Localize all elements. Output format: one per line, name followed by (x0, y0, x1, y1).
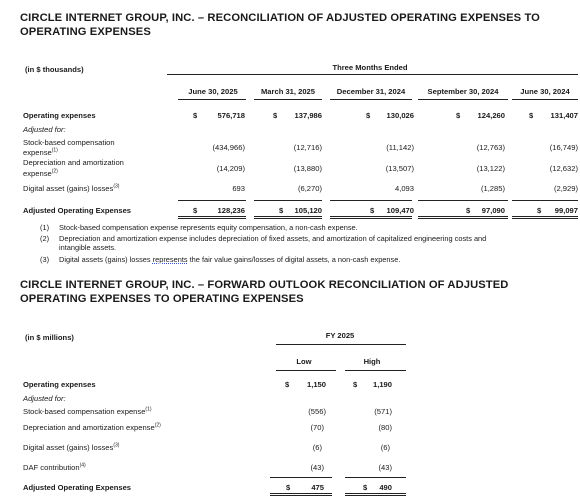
period-header-2: FY 2025 (325, 331, 355, 340)
adjusted-value-5: 99,097 (554, 206, 578, 215)
section1-title: CIRCLE INTERNET GROUP, INC. – RECONCILIATION OF ADJUSTED OPERATING EXPENSES TO OPERATING EXPENSES (20, 12, 540, 38)
col-header-4: September 30, 2024 (427, 87, 499, 96)
row-sbc-label-line2: expense$^{(1)}$ (23, 147, 58, 157)
col-header-high: High (363, 357, 381, 366)
footnote-3-underlined-word: represents (152, 255, 188, 264)
s2-daf-high: (43) (378, 463, 392, 472)
opex-value-2: 137,986 (294, 111, 322, 120)
col-rule-2 (254, 99, 322, 100)
adjusted-for-label: Adjusted for: (23, 125, 66, 134)
double-rule-2 (254, 216, 322, 219)
opex-value-3: 130,026 (386, 111, 414, 120)
col-rule-1 (178, 99, 246, 100)
col-header-low: Low (296, 357, 312, 366)
total-rule-1 (178, 200, 246, 201)
row-operating-expenses-label: Operating expenses (23, 111, 96, 120)
s2-sbc-low: (556) (308, 407, 326, 416)
footnote-3-text: Digital assets (gains) losses represents the fair value gains/losses of digital assets, a non-cash expense. (59, 255, 401, 264)
row-adjusted-label: Adjusted Operating Expenses (23, 206, 132, 215)
adjusted-value-1: 128,236 (217, 206, 245, 215)
currency-symbol: $ (285, 380, 290, 389)
col-header-1: June 30, 2025 (188, 87, 238, 96)
footnote-2-num: (2) (40, 234, 50, 243)
col-header-5: June 30, 2024 (520, 87, 570, 96)
s2-sbc-high: (571) (374, 407, 392, 416)
digital-value-3: 4,093 (394, 184, 414, 193)
units-label: (in $ thousands) (25, 65, 84, 74)
footnote-3-num: (3) (40, 255, 50, 264)
footnote-1-text: Stock-based compensation expense represents equity compensation, a non-cash expense. (59, 223, 358, 232)
sbc-value-5: (16,749) (549, 143, 578, 152)
currency-symbol: $ (193, 111, 198, 120)
total-rule-3 (330, 200, 412, 201)
total-rule-4 (418, 200, 508, 201)
s2-da-high: (80) (378, 423, 392, 432)
digital-value-2: (6,270) (297, 184, 322, 193)
col-header-2: March 31, 2025 (260, 87, 316, 96)
s2-row-adjusted-label: Adjusted Operating Expenses (23, 483, 132, 492)
da-value-5: (12,632) (549, 164, 578, 173)
digital-value-5: (2,929) (553, 184, 578, 193)
units-label-2: (in $ millions) (25, 333, 74, 342)
s2-double-rule-high (345, 493, 406, 496)
da-value-1: (14,209) (216, 164, 245, 173)
s2-adjusted-low: 475 (311, 483, 324, 492)
currency-symbol: $ (273, 111, 278, 120)
col-header-3: December 31, 2024 (336, 87, 406, 96)
col-rule-high (345, 370, 406, 371)
currency-symbol: $ (193, 206, 198, 215)
section2-title: CIRCLE INTERNET GROUP, INC. – FORWARD OUTLOOK RECONCILIATION OF ADJUSTED OPERATING EXPENSES TO OPERATING EXPENSES (20, 279, 509, 305)
opex-value-1: 576,718 (217, 111, 245, 120)
currency-symbol: $ (363, 483, 368, 492)
da-value-2: (13,880) (293, 164, 322, 173)
opex-value-4: 124,260 (477, 111, 505, 120)
adjusted-value-2: 105,120 (294, 206, 322, 215)
row-sbc-label-line1: Stock-based compensation (23, 138, 115, 147)
currency-symbol: $ (366, 111, 371, 120)
s2-opex-high: 1,190 (372, 380, 392, 389)
double-rule-5 (512, 216, 578, 219)
row-da-label-line2: expense$^{(2)}$ (23, 168, 58, 178)
s2-adjusted-high: 490 (379, 483, 392, 492)
col-rule-5 (512, 99, 578, 100)
s2-adjusted-for-label: Adjusted for: (23, 394, 66, 403)
s2-daf-low: (43) (310, 463, 324, 472)
footnote-2-text-line2: intangible assets. (59, 243, 117, 252)
currency-symbol: $ (353, 380, 358, 389)
col-rule-4 (418, 99, 508, 100)
row-digital-label: Digital asset (gains) losses$^{(3)}$ (23, 183, 120, 193)
s2-row-da-label: Depreciation and amortization expense$^{(2)}$ (23, 422, 161, 432)
currency-symbol: $ (279, 206, 284, 215)
s2-opex-low: 1,150 (306, 380, 326, 389)
da-value-4: (13,122) (476, 164, 505, 173)
row-da-label-line1: Depreciation and amortization (23, 158, 124, 167)
s2-da-low: (70) (310, 423, 324, 432)
digital-value-4: (1,285) (480, 184, 505, 193)
currency-symbol: $ (537, 206, 542, 215)
period-header: Three Months Ended (332, 63, 408, 72)
period-header-rule-2 (276, 344, 406, 345)
footnote-2-text-line1: Depreciation and amortization expense includes depreciation of fixed assets, and amortization of capitalized engineering costs and (59, 234, 487, 243)
s2-total-rule-high (345, 477, 406, 478)
currency-symbol: $ (370, 206, 375, 215)
total-rule-5 (512, 200, 578, 201)
s2-double-rule-low (270, 493, 332, 496)
currency-symbol: $ (456, 111, 461, 120)
double-rule-1 (178, 216, 246, 219)
footnote-1-num: (1) (40, 223, 50, 232)
sbc-value-1: (434,966) (212, 143, 245, 152)
sbc-value-3: (11,142) (386, 143, 414, 152)
double-rule-4 (418, 216, 508, 219)
s2-digital-low: (6) (312, 443, 322, 452)
currency-symbol: $ (466, 206, 471, 215)
da-value-3: (13,507) (385, 164, 414, 173)
digital-value-1: 693 (232, 184, 245, 193)
adjusted-value-4: 97,090 (481, 206, 505, 215)
sbc-value-2: (12,716) (293, 143, 322, 152)
double-rule-3 (330, 216, 412, 219)
period-header-rule (167, 74, 578, 75)
col-rule-low (276, 370, 336, 371)
s2-row-opex-label: Operating expenses (23, 380, 96, 389)
s2-total-rule-low (270, 477, 332, 478)
total-rule-2 (254, 200, 322, 201)
sbc-value-4: (12,763) (476, 143, 505, 152)
s2-row-sbc-label: Stock-based compensation expense$^{(1)}$ (23, 406, 152, 416)
currency-symbol: $ (286, 483, 291, 492)
opex-value-5: 131,407 (550, 111, 578, 120)
adjusted-value-3: 109,470 (386, 206, 414, 215)
s2-row-digital-label: Digital asset (gains) losses$^{(3)}$ (23, 442, 120, 452)
currency-symbol: $ (529, 111, 534, 120)
s2-digital-high: (6) (380, 443, 390, 452)
col-rule-3 (330, 99, 412, 100)
s2-row-daf-label: DAF contribution$^{(4)}$ (23, 462, 86, 472)
